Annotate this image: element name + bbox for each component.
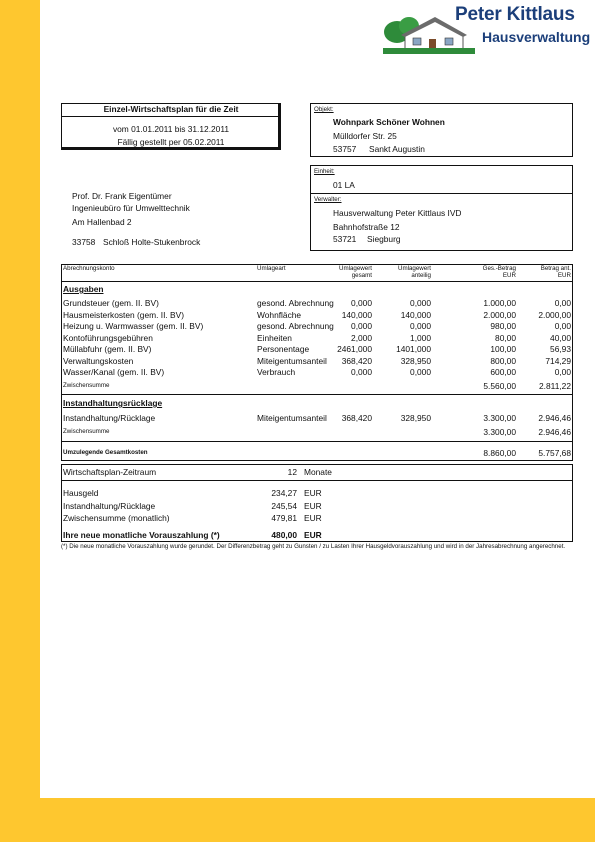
row-umlagewert-anteilig: 328,950 <box>400 355 431 366</box>
subtotal-label: Zwischensumme <box>63 382 110 389</box>
row-umlageart: Verbrauch <box>257 367 296 377</box>
header-anteil-2: anteilig <box>411 272 431 279</box>
header-ges-betrag-1: Ges.-Betrag <box>482 265 516 272</box>
header-divider <box>61 281 573 282</box>
row-betrag-ant: 0,00 <box>554 298 571 308</box>
subtotal-betrag-ant: 2.946,46 <box>538 427 571 437</box>
manager-zip: 53721 <box>333 234 357 244</box>
recipient-name: Prof. Dr. Frank Eigentümer <box>72 191 172 201</box>
header-gesamt-1: Umlagewert <box>338 265 372 272</box>
row-betrag-ant: 0,00 <box>554 321 571 331</box>
row-umlagewert-anteilig: 0,000 <box>410 321 431 331</box>
header-anteil-1: Umlagewert <box>397 265 431 272</box>
row-umlageart: Wohnfläche <box>257 309 302 320</box>
brand-subtitle: Hausverwaltung <box>482 29 591 45</box>
manager-city: Siegburg <box>367 234 401 244</box>
row-ges-betrag: 100,00 <box>490 344 516 354</box>
yellow-bottom-band <box>0 798 595 842</box>
row-konto: Verwaltungskosten <box>63 355 134 366</box>
row-konto: Wasser/Kanal (gem. II. BV) <box>63 367 165 377</box>
summary-line-label: Hausgeld <box>63 488 99 498</box>
row-umlageart: Miteigentumsanteil <box>257 413 327 423</box>
row-konto: Kontoführungsgebühren <box>63 332 153 343</box>
section-divider <box>61 394 573 395</box>
row-konto: Hausmeisterkosten (gem. II. BV) <box>63 309 185 320</box>
manager-name: Hausverwaltung Peter Kittlaus IVD <box>333 208 462 218</box>
summary-divider <box>61 480 573 481</box>
subtotal-ges-betrag: 3.300,00 <box>483 427 516 437</box>
total-label: Umzulegende Gesamtkosten <box>63 449 148 456</box>
object-name: Wohnpark Schöner Wohnen <box>333 117 445 127</box>
row-betrag-ant: 714,29 <box>545 355 571 366</box>
row-umlagewert-anteilig: 0,000 <box>410 298 431 308</box>
section-ausgaben: Ausgaben <box>63 284 104 294</box>
recipient-zip: 33758 <box>72 237 96 247</box>
final-payment-value: 480,00 <box>271 530 297 540</box>
summary-line-value: 479,81 <box>271 513 297 523</box>
recipient-company: Ingenieubüro für Umwelttechnik <box>72 203 190 213</box>
row-umlagewert-anteilig: 0,000 <box>410 367 431 377</box>
total-ges-betrag: 8.860,00 <box>483 448 516 458</box>
row-umlageart: Miteigentumsanteil <box>257 355 327 366</box>
summary-line-value: 234,27 <box>271 488 297 498</box>
header-gesamt-2: gesamt <box>351 272 372 279</box>
row-umlagewert-anteilig: 1401,000 <box>396 344 431 354</box>
row-umlageart: gesond. Abrechnung <box>257 298 334 308</box>
row-ges-betrag: 1.000,00 <box>483 298 516 308</box>
header-betrag-ant-2: EUR <box>557 272 571 279</box>
row-umlagewert-gesamt: 140,000 <box>341 309 372 320</box>
plan-box-divider <box>61 116 281 117</box>
row-ges-betrag: 3.300,00 <box>483 413 516 423</box>
yellow-left-band <box>0 0 40 842</box>
row-ges-betrag: 80,00 <box>495 332 516 343</box>
period-value: 12 <box>287 467 297 477</box>
plan-due-date: Fällig gestellt per 05.02.2011 <box>117 137 225 147</box>
row-umlagewert-anteilig: 328,950 <box>400 413 431 423</box>
summary-line-label: Instandhaltung/Rücklage <box>63 500 156 511</box>
header-ges-betrag-2: EUR <box>502 272 516 279</box>
row-ges-betrag: 600,00 <box>490 367 516 377</box>
row-ges-betrag: 800,00 <box>490 355 516 366</box>
row-betrag-ant: 2.946,46 <box>538 413 571 423</box>
row-betrag-ant: 40,00 <box>550 332 571 343</box>
recipient-street: Am Hallenbad 2 <box>72 217 132 227</box>
row-betrag-ant: 0,00 <box>554 367 571 377</box>
row-umlagewert-anteilig: 1,000 <box>410 332 431 343</box>
row-konto: Müllabfuhr (gem. II. BV) <box>63 344 152 354</box>
row-umlagewert-gesamt: 0,000 <box>351 367 372 377</box>
section-instandhaltung: Instandhaltungsrücklage <box>63 398 163 408</box>
row-umlagewert-gesamt: 2461,000 <box>337 344 372 354</box>
plan-period: vom 01.01.2011 bis 31.12.2011 <box>112 124 230 134</box>
row-umlagewert-gesamt: 0,000 <box>351 298 372 308</box>
row-umlagewert-gesamt: 2,000 <box>351 332 372 343</box>
row-ges-betrag: 980,00 <box>490 321 516 331</box>
final-payment-label: Ihre neue monatliche Vorauszahlung (*) <box>63 530 220 540</box>
total-betrag-ant: 5.757,68 <box>538 448 571 458</box>
subtotal-betrag-ant: 2.811,22 <box>539 381 571 391</box>
row-konto: Instandhaltung/Rücklage <box>63 413 156 423</box>
row-konto: Heizung u. Warmwasser (gem. II. BV) <box>63 321 204 331</box>
brand-name: Peter Kittlaus <box>455 4 575 25</box>
row-umlagewert-anteilig: 140,000 <box>400 309 431 320</box>
row-umlageart: gesond. Abrechnung <box>257 321 334 331</box>
header-konto: Abrechnungskonto <box>63 265 115 272</box>
row-umlagewert-gesamt: 0,000 <box>351 321 372 331</box>
period-label: Wirtschaftsplan-Zeitraum <box>63 467 157 477</box>
unit-label: Einheit: <box>314 168 335 175</box>
summary-line-value: 245,54 <box>271 500 297 511</box>
row-umlagewert-gesamt: 368,420 <box>341 413 372 423</box>
row-umlageart: Personentage <box>257 344 310 354</box>
header-betrag-ant-1: Betrag ant. <box>540 265 571 272</box>
manager-label: Verwalter: <box>314 196 342 203</box>
row-umlageart: Einheiten <box>257 332 292 343</box>
unit-value: 01 LA <box>333 180 355 190</box>
row-umlagewert-gesamt: 368,420 <box>341 355 372 366</box>
total-divider-top <box>61 441 573 442</box>
object-city: Sankt Augustin <box>369 144 425 154</box>
header-umlageart: Umlageart <box>257 265 286 272</box>
object-street: Mülldorfer Str. 25 <box>333 131 397 141</box>
rounding-note: (*) Die neue monatliche Vorauszahlung wurde gerundet. Der Differenzbetrag geht zu Gunsten / zu Lasten Ihrer Hausgeldvorauszahlung und wird in der Jahresabrechnung angerechnet. <box>61 543 566 550</box>
row-konto: Grundsteuer (gem. II. BV) <box>63 298 159 308</box>
final-payment-unit: EUR <box>304 530 322 540</box>
object-zip: 53757 <box>333 144 357 154</box>
row-betrag-ant: 56,93 <box>550 344 571 354</box>
summary-line-unit: EUR <box>304 513 322 523</box>
row-betrag-ant: 2.000,00 <box>538 309 571 320</box>
summary-line-label: Zwischensumme (monatlich) <box>63 513 170 523</box>
unit-divider <box>310 193 573 194</box>
subtotal-ges-betrag: 5.560,00 <box>483 381 516 391</box>
recipient-city: Schloß Holte-Stukenbrock <box>103 237 201 247</box>
row-ges-betrag: 2.000,00 <box>483 309 516 320</box>
summary-line-unit: EUR <box>304 488 322 498</box>
subtotal-label: Zwischensumme <box>63 428 110 435</box>
object-label: Objekt: <box>314 106 334 113</box>
period-unit: Monate <box>304 467 332 477</box>
manager-street: Bahnhofstraße 12 <box>333 222 400 232</box>
plan-title: Einzel-Wirtschaftsplan für die Zeit <box>103 104 239 114</box>
summary-line-unit: EUR <box>304 500 322 511</box>
